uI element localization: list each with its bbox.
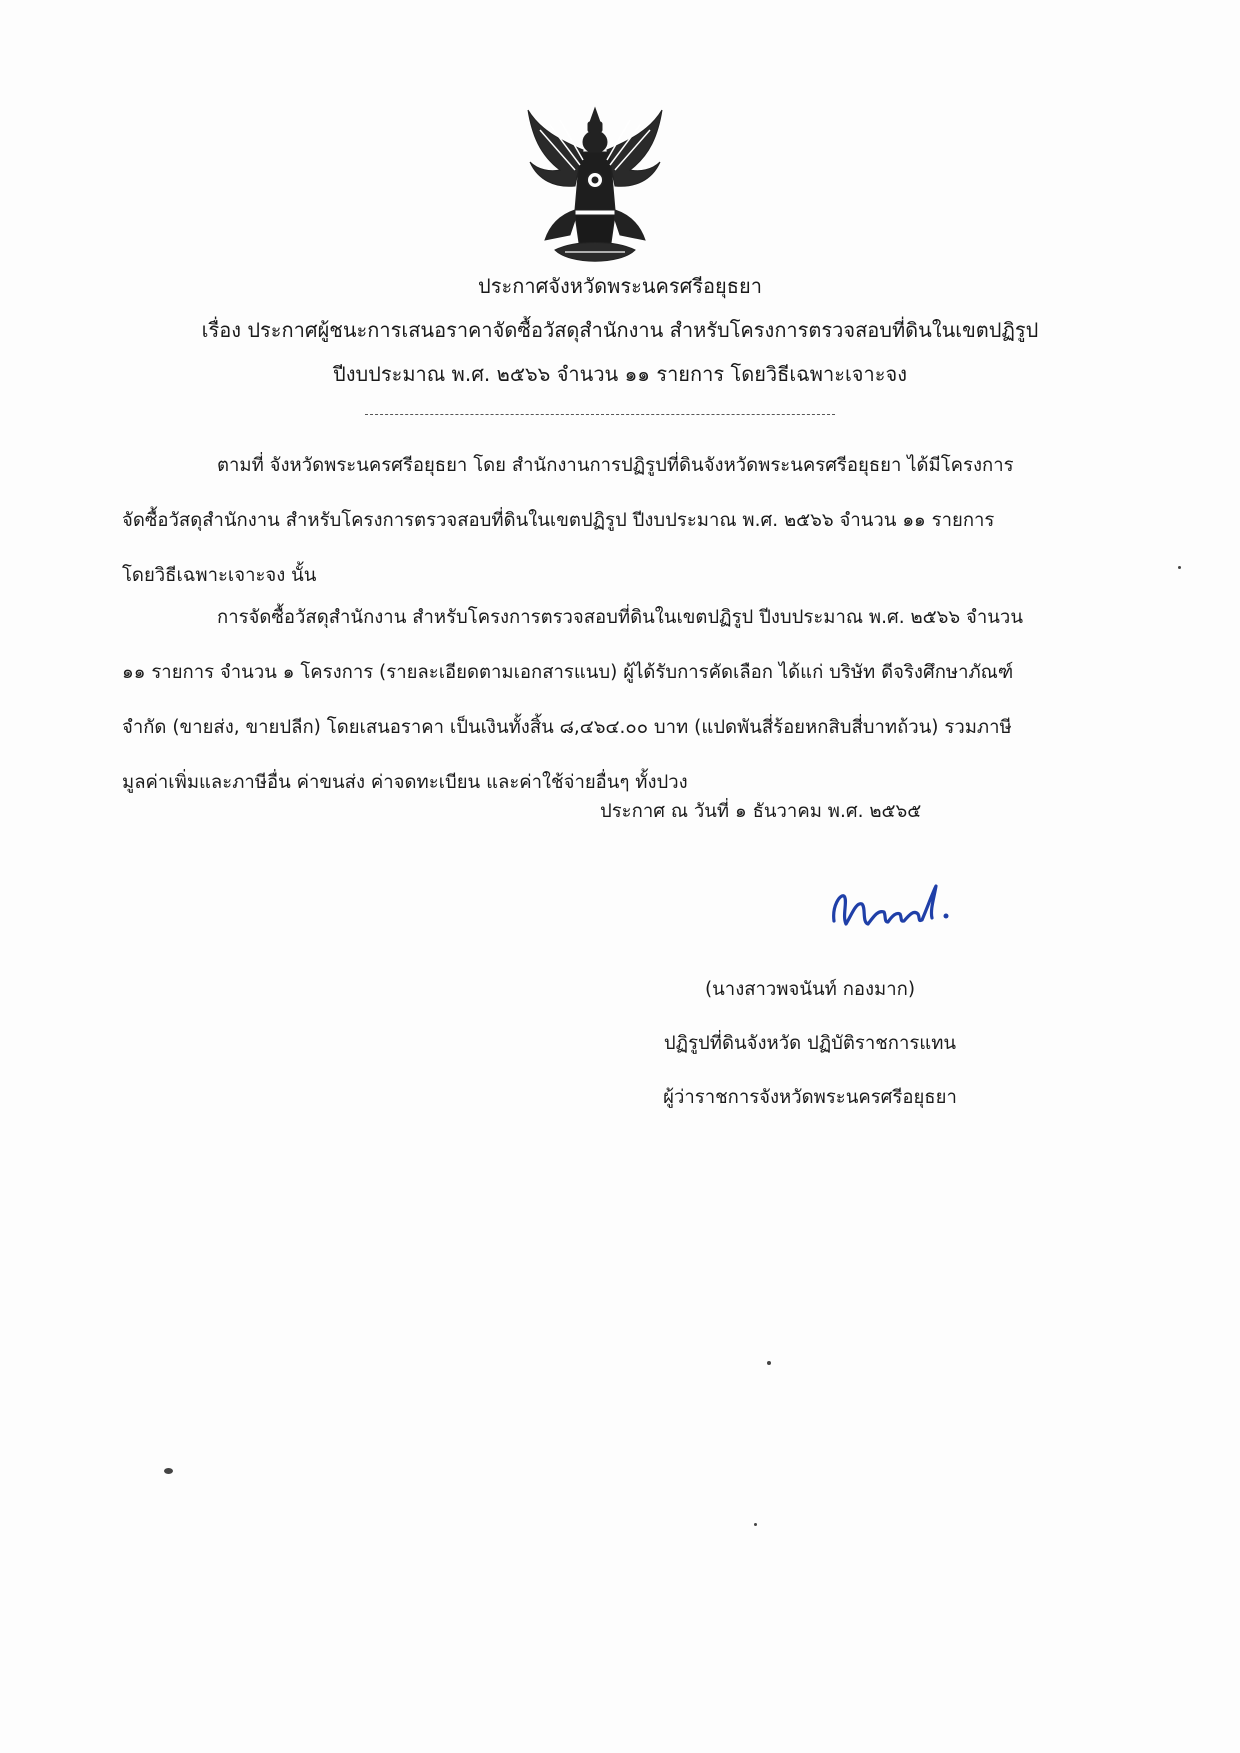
- garuda-emblem-icon: [520, 100, 670, 270]
- scan-speck: [1178, 566, 1181, 569]
- paragraph-line: จำกัด (ขายส่ง, ขายปลีก) โดยเสนอราคา เป็นเงินทั้งสิ้น ๘,๔๖๔.๐๐ บาท (แปดพันสี่ร้อยหกสิบสี่บาทถ้วน) รวมภาษี: [122, 717, 1012, 738]
- document-title: ประกาศจังหวัดพระนครศรีอยุธยา: [478, 274, 762, 298]
- document-subject: เรื่อง ประกาศผู้ชนะการเสนอราคาจัดซื้อวัสดุสำนักงาน สำหรับโครงการตรวจสอบที่ดินในเขตปฏิรูป: [201, 318, 1039, 342]
- paragraph-line: การจัดซื้อวัสดุสำนักงาน สำหรับโครงการตรวจสอบที่ดินในเขตปฏิรูป ปีงบประมาณ พ.ศ. ๒๕๖๖ จำนวน: [217, 607, 1023, 628]
- paragraph-2: [122, 590, 1082, 810]
- signer-name: (นางสาวพจนันท์ กองมาก): [704, 979, 916, 1000]
- scan-speck: [767, 1361, 771, 1365]
- signer-position-2: ผู้ว่าราชการจังหวัดพระนครศรีอยุธยา: [663, 1087, 957, 1108]
- paragraph-1: [122, 438, 1082, 603]
- scan-speck: [164, 1468, 173, 1474]
- scan-speck: [754, 1523, 757, 1526]
- paragraph-line: โดยวิธีเฉพาะเจาะจง นั้น: [122, 565, 317, 586]
- document-subject-cont: ปีงบประมาณ พ.ศ. ๒๕๖๖ จำนวน ๑๑ รายการ โดยวิธีเฉพาะเจาะจง: [333, 362, 907, 386]
- paragraph-line: จัดซื้อวัสดุสำนักงาน สำหรับโครงการตรวจสอบที่ดินในเขตปฏิรูป ปีงบประมาณ พ.ศ. ๒๕๖๖ จำนวน ๑๑ รายการ: [122, 510, 995, 531]
- heading-divider: [365, 414, 835, 415]
- signer-position: ปฏิรูปที่ดินจังหวัด ปฏิบัติราชการแทน: [663, 1033, 957, 1054]
- handwritten-signature: [822, 866, 962, 946]
- paragraph-line: ตามที่ จังหวัดพระนครศรีอยุธยา โดย สำนักงานการปฏิรูปที่ดินจังหวัดพระนครศรีอยุธยา ได้มีโครงการ: [217, 455, 1014, 476]
- paragraph-line: ๑๑ รายการ จำนวน ๑ โครงการ (รายละเอียดตามเอกสารแนบ) ผู้ได้รับการคัดเลือก ได้แก่ บริษัท ดีจริงศึกษาภัณฑ์: [122, 662, 1014, 683]
- announcement-date: ประกาศ ณ วันที่ ๑ ธันวาคม พ.ศ. ๒๕๖๕: [600, 801, 922, 822]
- paragraph-line: มูลค่าเพิ่มและภาษีอื่น ค่าขนส่ง ค่าจดทะเบียน และค่าใช้จ่ายอื่นๆ ทั้งปวง: [122, 772, 688, 793]
